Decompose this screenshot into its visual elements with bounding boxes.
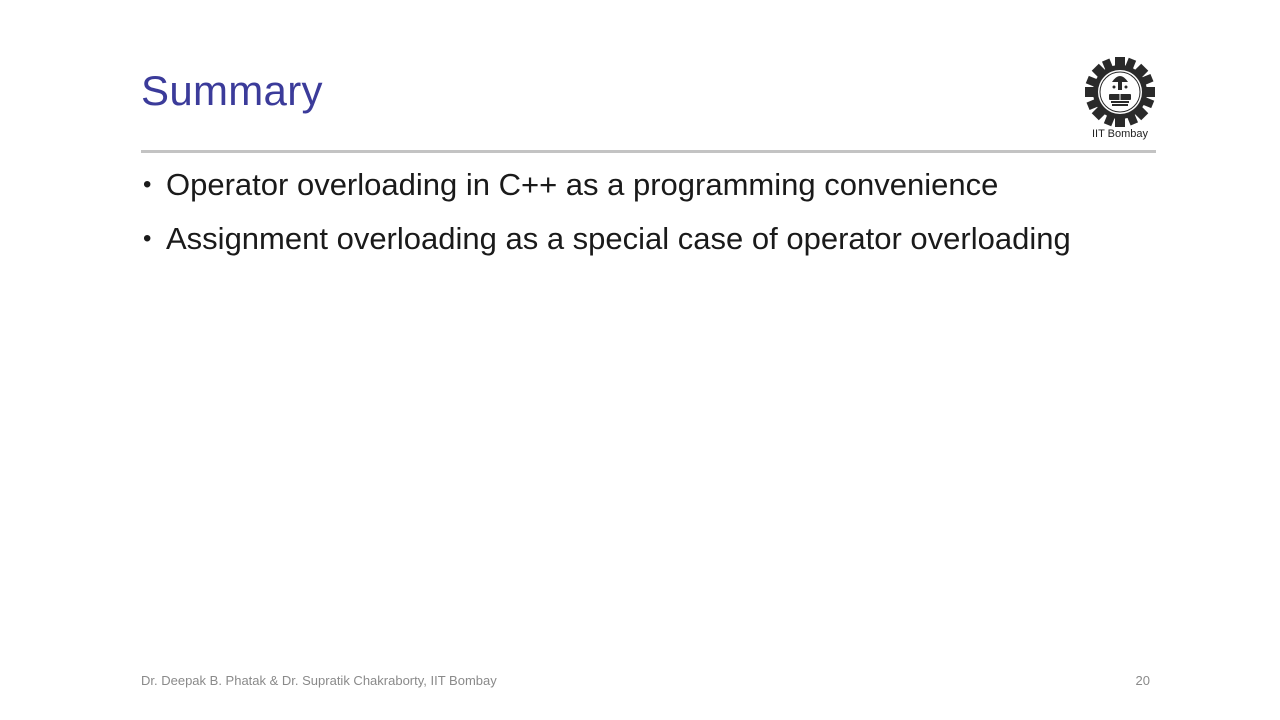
page-number: 20 — [1135, 673, 1150, 688]
logo-caption: IIT Bombay — [1091, 128, 1149, 140]
bullet-icon: • — [143, 225, 152, 252]
bullet-text: Operator overloading in C++ as a programming convenience — [166, 167, 999, 202]
bullet-icon: • — [143, 171, 152, 198]
institute-logo — [1080, 56, 1160, 144]
bullet-list — [141, 166, 1141, 274]
footer-credit: Dr. Deepak B. Phatak & Dr. Supratik Chakraborty, IIT Bombay — [141, 673, 497, 688]
iit-bombay-emblem-icon — [1084, 56, 1156, 128]
slide-title: Summary — [141, 67, 323, 114]
title-divider — [141, 150, 1156, 153]
bullet-item — [141, 166, 1141, 204]
bullet-item — [141, 220, 1141, 258]
bullet-text: Assignment overloading as a special case of operator overloading — [166, 221, 1071, 256]
